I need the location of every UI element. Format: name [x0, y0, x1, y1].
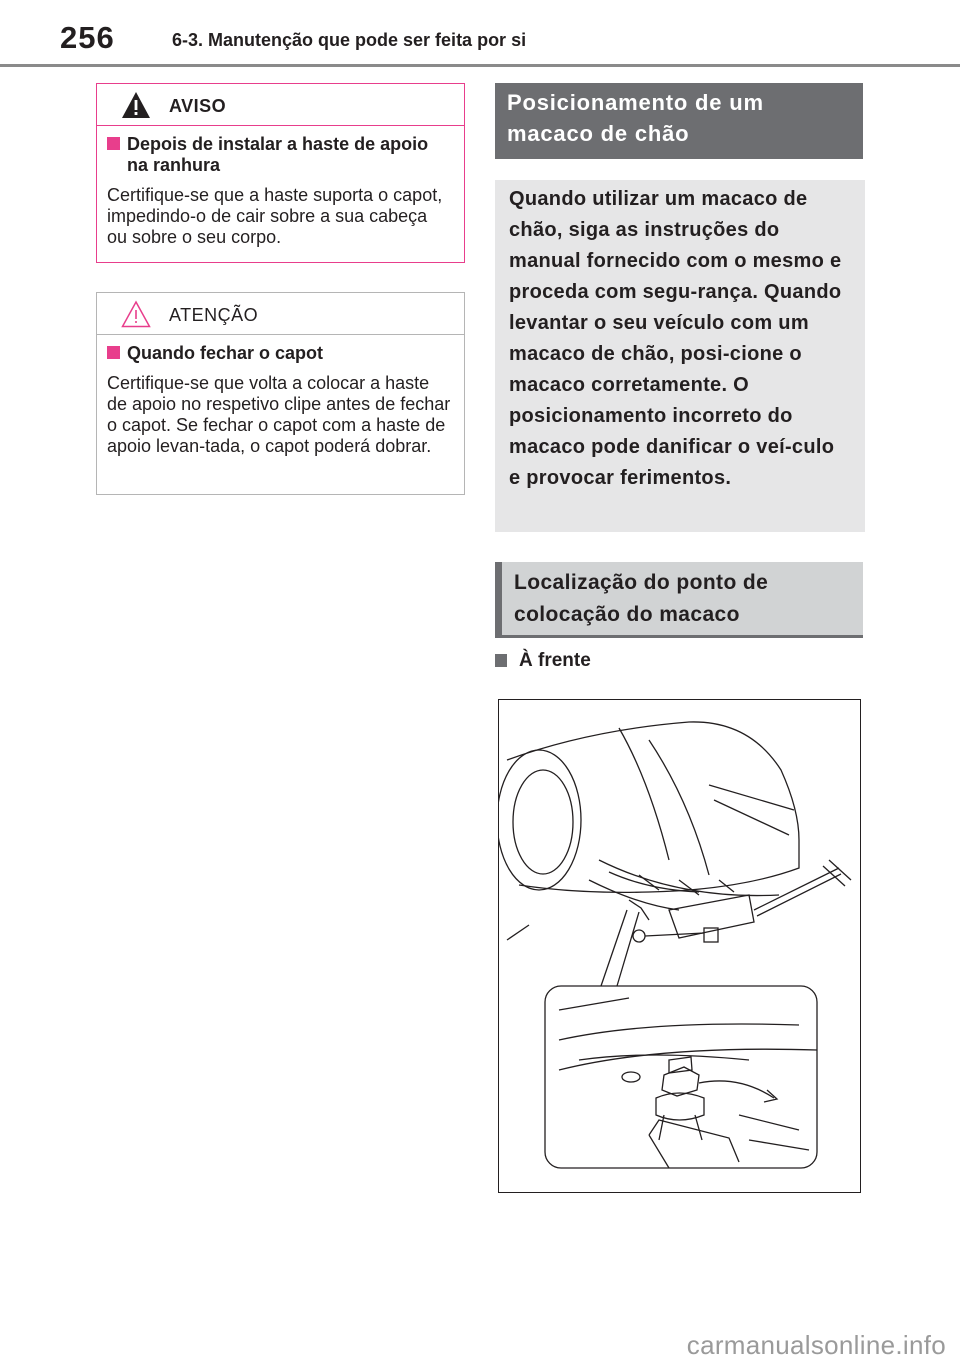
caution-box	[96, 292, 465, 495]
caution-text: Certifique-se que volta a colocar a haste de apoio no respetivo clipe antes de fechar o capot. Se fechar o capot com a haste de apoio levan-tada, o capot poderá dobrar.	[107, 373, 451, 456]
section-title-floor-jack: Posicionamento de um macaco de chão	[495, 83, 863, 159]
floor-jack-info: Quando utilizar um macaco de chão, siga as instruções do manual fornecido com o mesmo e proceda com segu-rança. Quando levantar o seu veículo com um macaco de chão, posi-cione o macaco corretamente. O posicionamento incorreto do macaco pode danificar o veí-culo e provocar ferimentos.	[495, 180, 865, 532]
warning-label: AVISO	[169, 96, 227, 116]
caution-triangle-icon	[121, 300, 151, 328]
square-bullet-icon	[495, 654, 507, 667]
caution-label: ATENÇÃO	[169, 305, 259, 325]
jack-point-illustration	[498, 699, 861, 1193]
warning-subheading: Depois de instalar a haste de apoio na ranhura	[107, 134, 452, 176]
car-jack-diagram-icon	[499, 700, 862, 1194]
page-header	[0, 0, 960, 64]
warning-text: Certifique-se que a haste suporta o capot, impedindo-o de cair sobre a sua cabeça ou sobre o seu corpo.	[107, 185, 443, 247]
caution-subheading: Quando fechar o capot	[107, 343, 452, 364]
section-title-jack-point: Localização do ponto de colocação do macaco	[495, 562, 863, 638]
watermark: carmanualsonline.info	[686, 1330, 946, 1360]
warning-body	[107, 134, 452, 248]
warning-triangle-icon	[121, 91, 151, 119]
front-subheading: À frente	[495, 650, 591, 672]
warning-box	[96, 83, 465, 263]
page-number: 256	[60, 20, 115, 55]
caution-header	[97, 293, 464, 335]
warning-header	[97, 84, 464, 126]
header-divider	[0, 64, 960, 67]
caution-body	[107, 343, 452, 457]
square-bullet-icon	[107, 137, 120, 150]
chapter-title: 6-3. Manutenção que pode ser feita por si	[172, 30, 527, 50]
square-bullet-icon	[107, 346, 120, 359]
